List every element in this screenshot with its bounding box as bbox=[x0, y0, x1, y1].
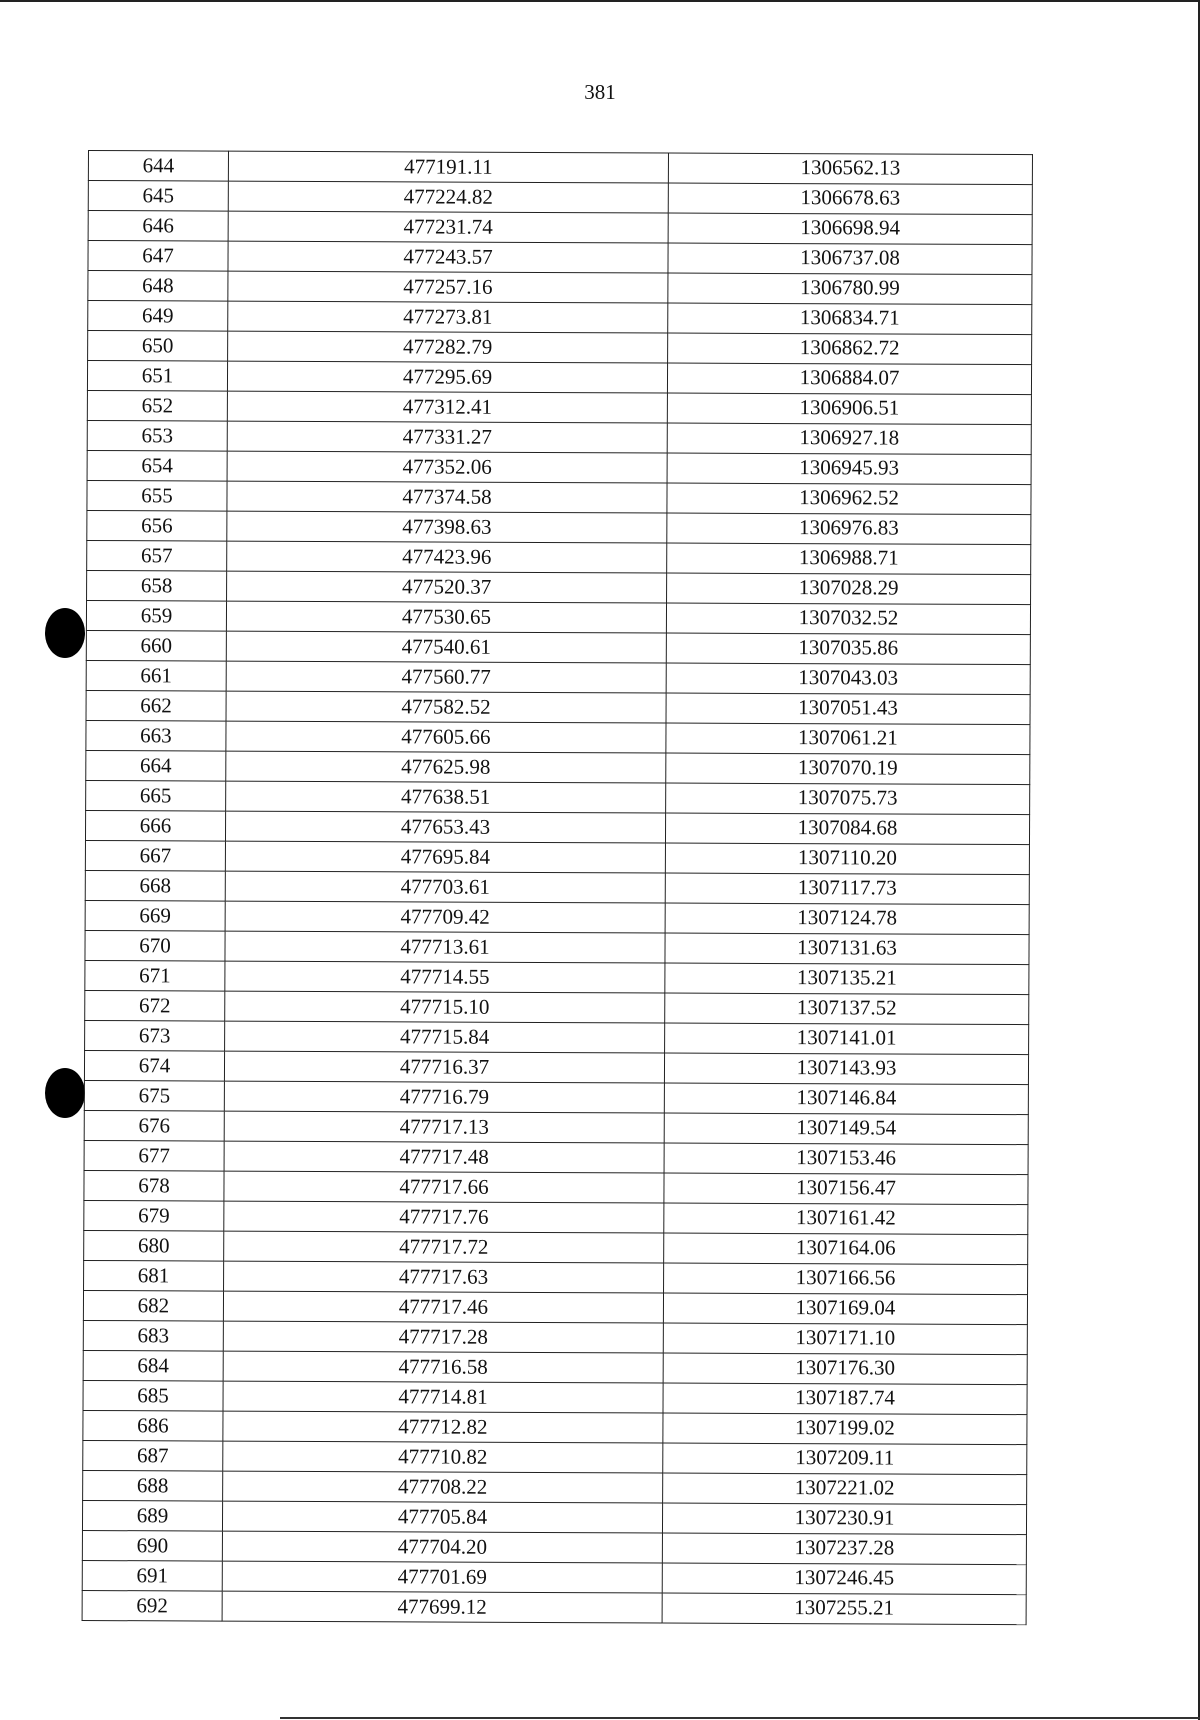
table-row bbox=[87, 450, 1031, 484]
easting-cell: 477312.41 bbox=[227, 391, 667, 423]
point-number-cell: 656 bbox=[87, 510, 227, 541]
point-number-cell: 663 bbox=[86, 720, 226, 751]
easting-cell: 477352.06 bbox=[227, 451, 667, 483]
easting-cell: 477282.79 bbox=[228, 331, 668, 363]
table-row bbox=[83, 1350, 1027, 1384]
point-number-cell: 651 bbox=[87, 361, 227, 392]
easting-cell: 477704.20 bbox=[222, 1531, 662, 1563]
northing-cell: 1306678.63 bbox=[668, 183, 1032, 215]
northing-cell: 1307043.03 bbox=[666, 663, 1030, 695]
point-number-cell: 664 bbox=[86, 750, 226, 781]
point-number-cell: 655 bbox=[87, 480, 227, 511]
easting-cell: 477717.66 bbox=[224, 1171, 664, 1203]
table-row bbox=[87, 570, 1031, 604]
point-number-cell: 644 bbox=[88, 151, 228, 182]
point-number-cell: 682 bbox=[83, 1290, 223, 1321]
northing-cell: 1306780.99 bbox=[668, 273, 1032, 305]
point-number-cell: 665 bbox=[86, 780, 226, 811]
northing-cell: 1307032.52 bbox=[666, 603, 1030, 635]
northing-cell: 1306945.93 bbox=[667, 453, 1031, 485]
northing-cell: 1307199.02 bbox=[663, 1413, 1027, 1445]
northing-cell: 1307164.06 bbox=[664, 1233, 1028, 1265]
easting-cell: 477605.66 bbox=[226, 721, 666, 753]
easting-cell: 477243.57 bbox=[228, 241, 668, 273]
easting-cell: 477705.84 bbox=[222, 1501, 662, 1533]
table-row bbox=[84, 1260, 1028, 1294]
easting-cell: 477710.82 bbox=[223, 1441, 663, 1473]
table-row bbox=[85, 990, 1029, 1024]
easting-cell: 477530.65 bbox=[226, 601, 666, 633]
point-number-cell: 688 bbox=[83, 1470, 223, 1501]
easting-cell: 477625.98 bbox=[226, 751, 666, 783]
easting-cell: 477540.61 bbox=[226, 631, 666, 663]
easting-cell: 477717.48 bbox=[224, 1141, 664, 1173]
easting-cell: 477701.69 bbox=[222, 1561, 662, 1593]
point-number-cell: 645 bbox=[88, 181, 228, 212]
easting-cell: 477717.13 bbox=[224, 1111, 664, 1143]
northing-cell: 1307146.84 bbox=[664, 1083, 1028, 1115]
northing-cell: 1307075.73 bbox=[666, 783, 1030, 815]
point-number-cell: 653 bbox=[87, 420, 227, 451]
table-row bbox=[87, 540, 1031, 574]
point-number-cell: 671 bbox=[85, 960, 225, 991]
table-row bbox=[84, 1200, 1028, 1234]
table-row bbox=[84, 1140, 1028, 1174]
northing-cell: 1307209.11 bbox=[663, 1443, 1027, 1475]
northing-cell: 1307035.86 bbox=[666, 633, 1030, 665]
easting-cell: 477653.43 bbox=[225, 811, 665, 843]
coordinate-table bbox=[82, 150, 1033, 1625]
northing-cell: 1307141.01 bbox=[665, 1023, 1029, 1055]
easting-cell: 477717.76 bbox=[224, 1201, 664, 1233]
point-number-cell: 650 bbox=[88, 331, 228, 362]
easting-cell: 477716.79 bbox=[224, 1081, 664, 1113]
easting-cell: 477231.74 bbox=[228, 211, 668, 243]
northing-cell: 1307110.20 bbox=[665, 843, 1029, 875]
table-row bbox=[83, 1470, 1027, 1504]
table-row bbox=[86, 750, 1030, 784]
northing-cell: 1307237.28 bbox=[662, 1533, 1026, 1565]
table-row bbox=[87, 420, 1031, 454]
northing-cell: 1307143.93 bbox=[664, 1053, 1028, 1085]
easting-cell: 477713.61 bbox=[225, 931, 665, 963]
point-number-cell: 687 bbox=[83, 1440, 223, 1471]
table-row bbox=[87, 361, 1031, 395]
point-number-cell: 676 bbox=[84, 1110, 224, 1141]
point-number-cell: 657 bbox=[87, 540, 227, 571]
easting-cell: 477191.11 bbox=[228, 151, 668, 183]
table-row bbox=[82, 1590, 1026, 1624]
point-number-cell: 691 bbox=[82, 1560, 222, 1591]
northing-cell: 1307166.56 bbox=[664, 1263, 1028, 1295]
easting-cell: 477703.61 bbox=[225, 871, 665, 903]
point-number-cell: 681 bbox=[84, 1260, 224, 1291]
table-row bbox=[83, 1380, 1027, 1414]
northing-cell: 1307153.46 bbox=[664, 1143, 1028, 1175]
punch-hole-icon bbox=[45, 608, 85, 658]
table-row bbox=[88, 271, 1032, 305]
coordinate-table-body bbox=[82, 151, 1032, 1625]
table-row bbox=[86, 600, 1030, 634]
easting-cell: 477715.84 bbox=[225, 1021, 665, 1053]
bottom-divider bbox=[280, 1717, 1200, 1719]
easting-cell: 477695.84 bbox=[225, 841, 665, 873]
point-number-cell: 667 bbox=[85, 840, 225, 871]
table-row bbox=[85, 840, 1029, 874]
point-number-cell: 666 bbox=[85, 810, 225, 841]
easting-cell: 477712.82 bbox=[223, 1411, 663, 1443]
easting-cell: 477374.58 bbox=[227, 481, 667, 513]
point-number-cell: 684 bbox=[83, 1350, 223, 1381]
point-number-cell: 668 bbox=[85, 870, 225, 901]
point-number-cell: 672 bbox=[85, 990, 225, 1021]
easting-cell: 477398.63 bbox=[227, 511, 667, 543]
northing-cell: 1306737.08 bbox=[668, 243, 1032, 275]
easting-cell: 477257.16 bbox=[228, 271, 668, 303]
punch-hole-icon bbox=[45, 1068, 85, 1118]
northing-cell: 1306862.72 bbox=[668, 333, 1032, 365]
table-row bbox=[85, 900, 1029, 934]
point-number-cell: 662 bbox=[86, 690, 226, 721]
table-row bbox=[85, 870, 1029, 904]
northing-cell: 1307124.78 bbox=[665, 903, 1029, 935]
northing-cell: 1307061.21 bbox=[666, 723, 1030, 755]
table-row bbox=[85, 1020, 1029, 1054]
table-row bbox=[84, 1080, 1028, 1114]
point-number-cell: 659 bbox=[86, 600, 226, 631]
easting-cell: 477716.37 bbox=[224, 1051, 664, 1083]
northing-cell: 1307156.47 bbox=[664, 1173, 1028, 1205]
page-number: 381 bbox=[584, 80, 616, 104]
table-row bbox=[83, 1410, 1027, 1444]
table-row bbox=[82, 1560, 1026, 1594]
northing-cell: 1307135.21 bbox=[665, 963, 1029, 995]
northing-cell: 1307246.45 bbox=[662, 1563, 1026, 1595]
easting-cell: 477717.28 bbox=[223, 1321, 663, 1353]
northing-cell: 1307084.68 bbox=[665, 813, 1029, 845]
point-number-cell: 661 bbox=[86, 660, 226, 691]
table-row bbox=[88, 301, 1032, 335]
northing-cell: 1306906.51 bbox=[667, 393, 1031, 425]
point-number-cell: 658 bbox=[87, 570, 227, 601]
table-row bbox=[88, 211, 1032, 245]
northing-cell: 1306927.18 bbox=[667, 423, 1031, 455]
northing-cell: 1307230.91 bbox=[662, 1503, 1026, 1535]
easting-cell: 477708.22 bbox=[223, 1471, 663, 1503]
table-row bbox=[85, 960, 1029, 994]
point-number-cell: 670 bbox=[85, 930, 225, 961]
table-row bbox=[86, 780, 1030, 814]
table-row bbox=[87, 390, 1031, 424]
northing-cell: 1306834.71 bbox=[668, 303, 1032, 335]
table-row bbox=[83, 1440, 1027, 1474]
table-row bbox=[83, 1290, 1027, 1324]
northing-cell: 1307171.10 bbox=[663, 1323, 1027, 1355]
northing-cell: 1307149.54 bbox=[664, 1113, 1028, 1145]
table-row bbox=[85, 930, 1029, 964]
point-number-cell: 673 bbox=[85, 1020, 225, 1051]
northing-cell: 1307221.02 bbox=[663, 1473, 1027, 1505]
easting-cell: 477560.77 bbox=[226, 661, 666, 693]
point-number-cell: 654 bbox=[87, 450, 227, 481]
northing-cell: 1307176.30 bbox=[663, 1353, 1027, 1385]
table-row bbox=[88, 241, 1032, 275]
easting-cell: 477717.46 bbox=[223, 1291, 663, 1323]
point-number-cell: 680 bbox=[84, 1230, 224, 1261]
point-number-cell: 669 bbox=[85, 900, 225, 931]
northing-cell: 1306976.83 bbox=[667, 513, 1031, 545]
easting-cell: 477716.58 bbox=[223, 1351, 663, 1383]
table-row bbox=[86, 720, 1030, 754]
table-row bbox=[84, 1230, 1028, 1264]
table-row bbox=[82, 1500, 1026, 1534]
point-number-cell: 649 bbox=[88, 301, 228, 332]
point-number-cell: 648 bbox=[88, 271, 228, 302]
point-number-cell: 678 bbox=[84, 1170, 224, 1201]
easting-cell: 477638.51 bbox=[226, 781, 666, 813]
table-row bbox=[83, 1320, 1027, 1354]
easting-cell: 477423.96 bbox=[227, 541, 667, 573]
northing-cell: 1307169.04 bbox=[663, 1293, 1027, 1325]
northing-cell: 1307117.73 bbox=[665, 873, 1029, 905]
table-row bbox=[82, 1530, 1026, 1564]
table-row bbox=[88, 181, 1032, 215]
point-number-cell: 646 bbox=[88, 211, 228, 242]
easting-cell: 477709.42 bbox=[225, 901, 665, 933]
point-number-cell: 674 bbox=[84, 1050, 224, 1081]
point-number-cell: 692 bbox=[82, 1590, 222, 1621]
northing-cell: 1307028.29 bbox=[667, 573, 1031, 605]
easting-cell: 477714.55 bbox=[225, 961, 665, 993]
northing-cell: 1306562.13 bbox=[668, 153, 1032, 185]
point-number-cell: 679 bbox=[84, 1200, 224, 1231]
easting-cell: 477717.72 bbox=[224, 1231, 664, 1263]
point-number-cell: 675 bbox=[84, 1080, 224, 1111]
northing-cell: 1307051.43 bbox=[666, 693, 1030, 725]
table-row bbox=[86, 630, 1030, 664]
point-number-cell: 686 bbox=[83, 1410, 223, 1441]
point-number-cell: 647 bbox=[88, 241, 228, 272]
table-row bbox=[86, 660, 1030, 694]
table-row bbox=[86, 690, 1030, 724]
northing-cell: 1307161.42 bbox=[664, 1203, 1028, 1235]
table-row bbox=[84, 1170, 1028, 1204]
northing-cell: 1307137.52 bbox=[665, 993, 1029, 1025]
point-number-cell: 677 bbox=[84, 1140, 224, 1171]
northing-cell: 1306962.52 bbox=[667, 483, 1031, 515]
table-row bbox=[88, 331, 1032, 365]
coordinate-table-wrapper bbox=[82, 150, 1032, 1640]
table-row bbox=[84, 1050, 1028, 1084]
easting-cell: 477714.81 bbox=[223, 1381, 663, 1413]
northing-cell: 1307131.63 bbox=[665, 933, 1029, 965]
table-row bbox=[87, 480, 1031, 514]
northing-cell: 1307187.74 bbox=[663, 1383, 1027, 1415]
northing-cell: 1306698.94 bbox=[668, 213, 1032, 245]
point-number-cell: 685 bbox=[83, 1380, 223, 1411]
easting-cell: 477699.12 bbox=[222, 1591, 662, 1623]
easting-cell: 477224.82 bbox=[228, 181, 668, 213]
northing-cell: 1307070.19 bbox=[666, 753, 1030, 785]
easting-cell: 477715.10 bbox=[225, 991, 665, 1023]
point-number-cell: 652 bbox=[87, 390, 227, 421]
point-number-cell: 660 bbox=[86, 630, 226, 661]
point-number-cell: 683 bbox=[83, 1320, 223, 1351]
northing-cell: 1306988.71 bbox=[667, 543, 1031, 575]
easting-cell: 477273.81 bbox=[228, 301, 668, 333]
table-row bbox=[85, 810, 1029, 844]
easting-cell: 477582.52 bbox=[226, 691, 666, 723]
easting-cell: 477331.27 bbox=[227, 421, 667, 453]
easting-cell: 477295.69 bbox=[227, 361, 667, 393]
northing-cell: 1306884.07 bbox=[667, 363, 1031, 395]
point-number-cell: 689 bbox=[82, 1500, 222, 1531]
northing-cell: 1307255.21 bbox=[662, 1593, 1026, 1625]
table-row bbox=[84, 1110, 1028, 1144]
table-row bbox=[88, 151, 1032, 185]
easting-cell: 477520.37 bbox=[227, 571, 667, 603]
point-number-cell: 690 bbox=[82, 1530, 222, 1561]
easting-cell: 477717.63 bbox=[224, 1261, 664, 1293]
table-row bbox=[87, 510, 1031, 544]
